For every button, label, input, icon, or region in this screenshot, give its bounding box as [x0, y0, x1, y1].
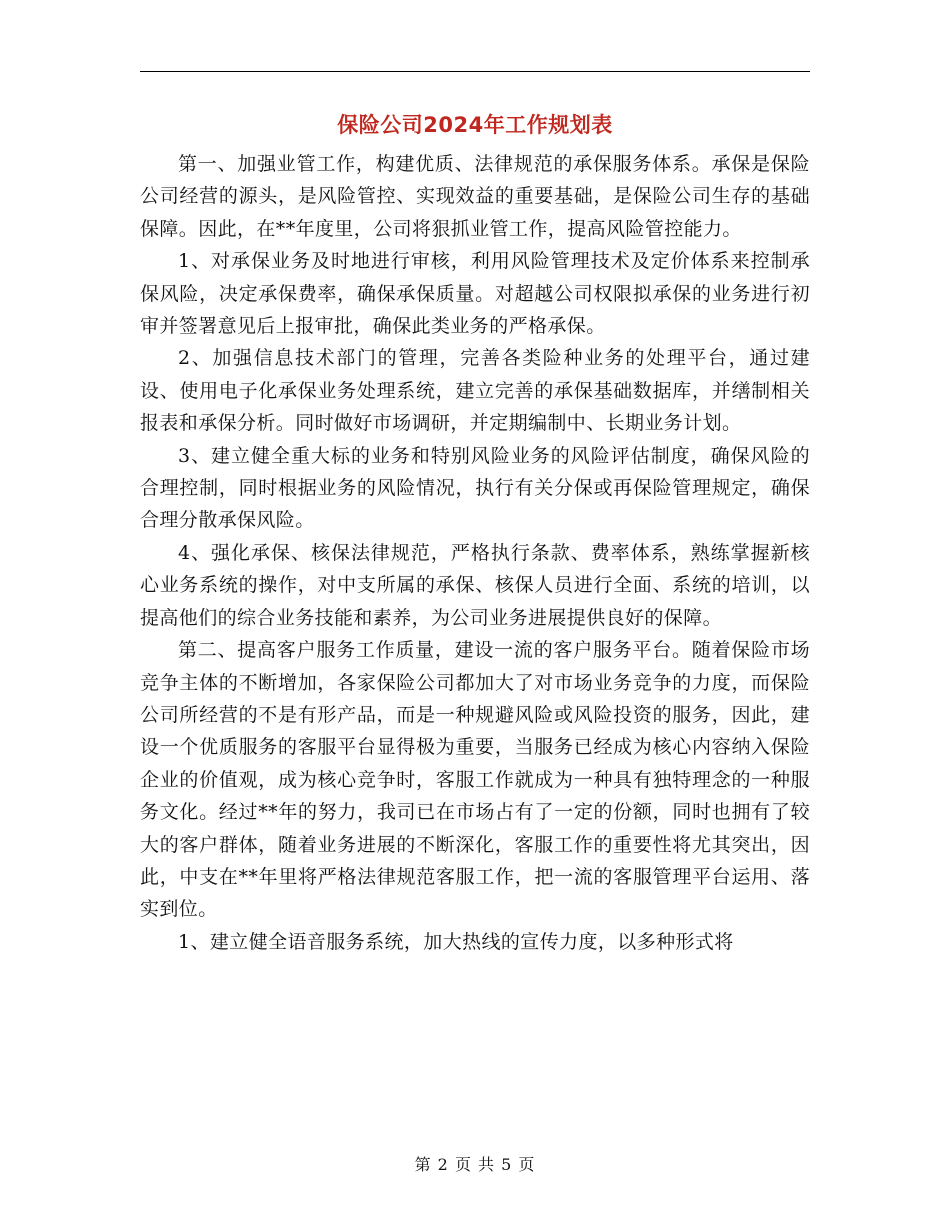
paragraph-item-1: 1、对承保业务及时地进行审核，利用风险管理技术及定价体系来控制承保风险，决定承保费率，确保承保质量。对超越公司权限拟承保的业务进行初审并签署意见后上报审批，确保此类业务的严格承保。	[140, 250, 810, 338]
paragraph-section-two: 第二、提高客户服务工作质量，建设一流的客户服务平台。随着保险市场竞争主体的不断增加，各家保险公司都加大了对市场业务竞争的力度，而保险公司所经营的不是有形产品，而是一种规避风险或风险投资的服务，因此，建设一个优质服务的客服平台显得极为重要，当服务已经成为核心内容纳入保险企业的价值观，成为核心竞争时，客服工作就成为一种具有独特理念的一种服务文化。经过**年的努力，我司已在市场占有了一定的份额，同时也拥有了较大的客户群体，随着业务进展的不断深化，客服工作的重要性将尤其突出，因此，中支在**年里将严格法律规范客服工作，把一流的客服管理平台运用、落实到位。	[140, 639, 810, 921]
paragraph-item-4: 4、强化承保、核保法律规范，严格执行条款、费率体系，熟练掌握新核心业务系统的操作，对中支所属的承保、核保人员进行全面、系统的培训，以提高他们的综合业务技能和素养，为公司业务进展提供良好的保障。	[140, 541, 810, 629]
document-title: 保险公司2024年工作规划表	[337, 113, 613, 137]
header-rule	[140, 71, 810, 72]
paragraph-item-2: 2、加强信息技术部门的管理，完善各类险种业务的处理平台，通过建设、使用电子化承保业务处理系统，建立完善的承保基础数据库，并缮制相关报表和承保分析。同时做好市场调研，并定期编制中、长期业务计划。	[140, 347, 810, 435]
paragraph-item-2-1: 1、建立健全语音服务系统，加大热线的宣传力度，以多种形式将	[178, 930, 734, 953]
document-body	[140, 148, 810, 958]
paragraph-item-3: 3、建立健全重大标的业务和特别风险业务的风险评估制度，确保风险的合理控制，同时根据业务的风险情况，执行有关分保或再保险管理规定，确保合理分散承保风险。	[140, 444, 810, 532]
page-number-footer: 第 2 页 共 5 页	[414, 1155, 536, 1174]
paragraph-section-one: 第一、加强业管工作，构建优质、法律规范的承保服务体系。承保是保险公司经营的源头，是风险管控、实现效益的重要基础，是保险公司生存的基础保障。因此，在**年度里，公司将狠抓业管工作，提高风险管控能力。	[140, 153, 810, 240]
